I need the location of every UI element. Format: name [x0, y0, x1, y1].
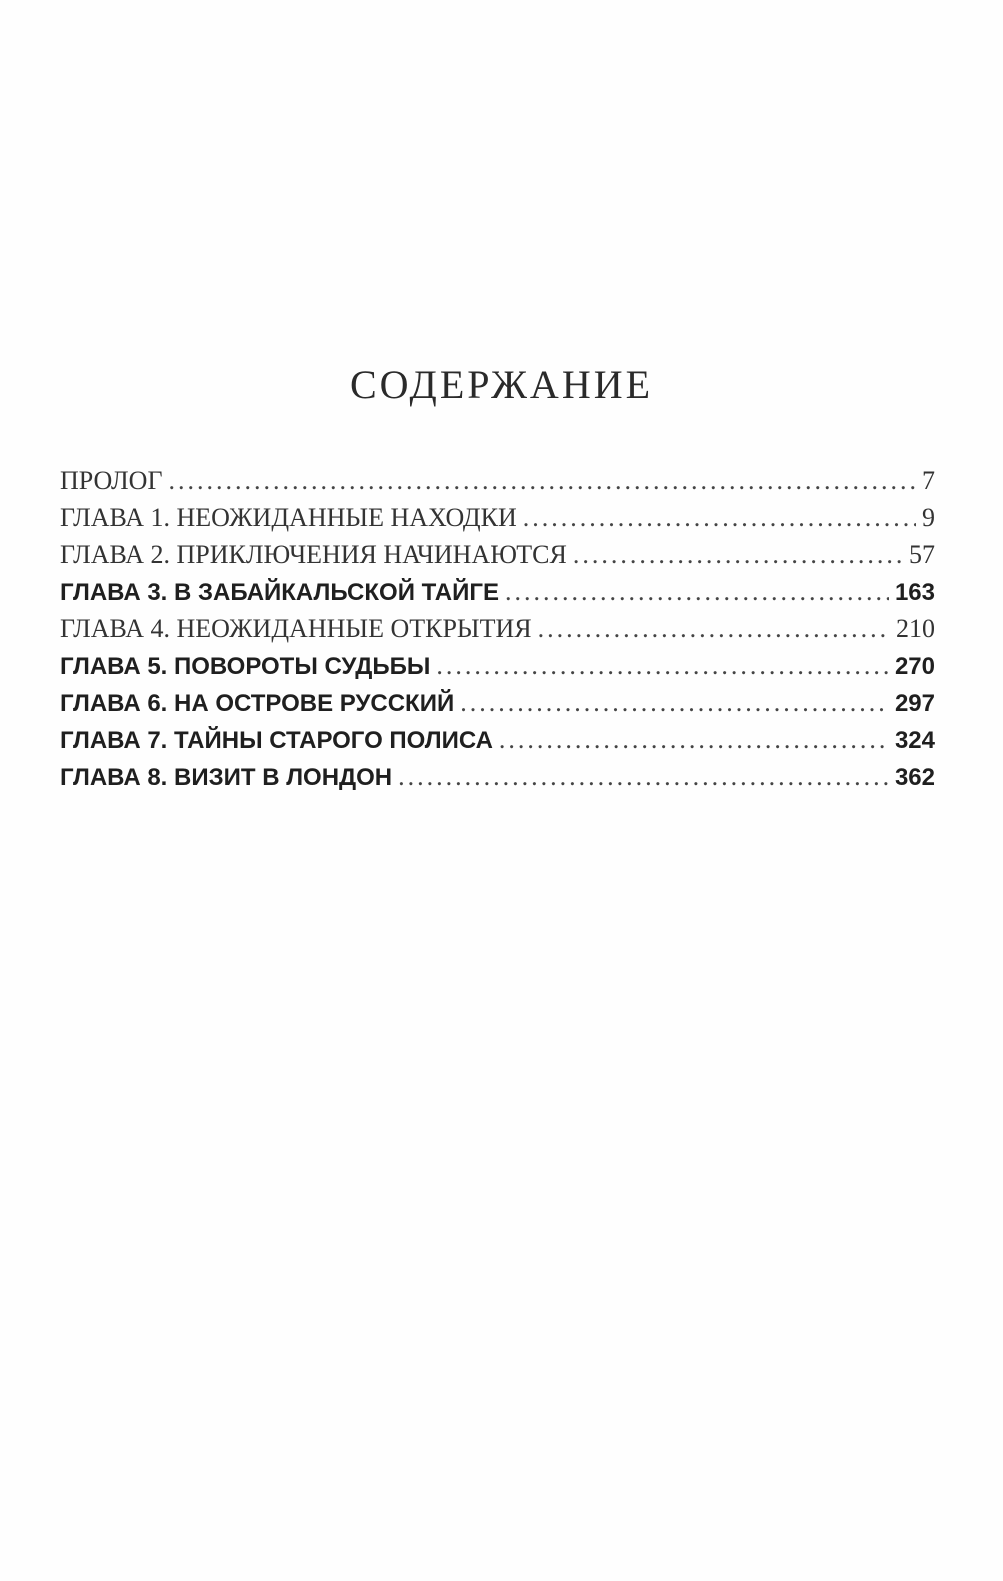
contents-title: СОДЕРЖАНИЕ: [349, 362, 654, 407]
toc-entry-chapter-2: [60, 536, 935, 573]
dot-leader: [436, 647, 889, 684]
toc-entry-page: 9: [922, 503, 935, 532]
toc-entry-page: 297: [894, 690, 935, 717]
toc-entry-page: 163: [894, 579, 935, 606]
toc-entry-label: ПРОЛОГ: [60, 466, 163, 495]
dot-leader: [573, 536, 903, 573]
toc-entry-page: 57: [909, 540, 935, 569]
toc-entry-page: 270: [894, 653, 935, 680]
toc-entry-label: ГЛАВА 3. В ЗАБАЙКАЛЬСКОЙ ТАЙГЕ: [60, 579, 499, 606]
toc-entry-label: ГЛАВА 8. ВИЗИТ В ЛОНДОН: [60, 764, 393, 791]
dot-leader: [168, 462, 916, 499]
toc-entry-label: ГЛАВА 7. ТАЙНЫ СТАРОГО ПОЛИСА: [60, 727, 493, 754]
toc-entry-chapter-8: [60, 758, 935, 795]
toc-entry-page: 7: [922, 466, 935, 495]
toc-entry-chapter-4: [60, 610, 935, 647]
toc-entry-chapter-7: [60, 721, 935, 758]
toc-entry-label: ГЛАВА 5. ПОВОРОТЫ СУДЬБЫ: [60, 653, 431, 680]
toc-entry-label: ГЛАВА 6. НА ОСТРОВЕ РУССКИЙ: [60, 690, 455, 717]
toc-entry-page: 362: [894, 764, 935, 791]
toc-entry-chapter-3: [60, 573, 935, 610]
toc-entry-label: ГЛАВА 2. ПРИКЛЮЧЕНИЯ НАЧИНАЮТСЯ: [60, 540, 567, 569]
table-of-contents: [60, 462, 935, 795]
dot-leader: [398, 758, 889, 795]
toc-entry-label: ГЛАВА 1. НЕОЖИДАННЫЕ НАХОДКИ: [60, 503, 517, 532]
toc-entry-page: 324: [894, 727, 935, 754]
dot-leader: [538, 610, 890, 647]
dot-leader: [460, 684, 889, 721]
dot-leader: [505, 573, 889, 610]
toc-entry-chapter-6: [60, 684, 935, 721]
toc-entry-chapter-1: [60, 499, 935, 536]
toc-entry-page: 210: [896, 614, 935, 643]
dot-leader: [523, 499, 916, 536]
toc-entry-label: ГЛАВА 4. НЕОЖИДАННЫЕ ОТКРЫТИЯ: [60, 614, 532, 643]
toc-entry-chapter-5: [60, 647, 935, 684]
dot-leader: [499, 721, 889, 758]
toc-entry-prologue: [60, 462, 935, 499]
